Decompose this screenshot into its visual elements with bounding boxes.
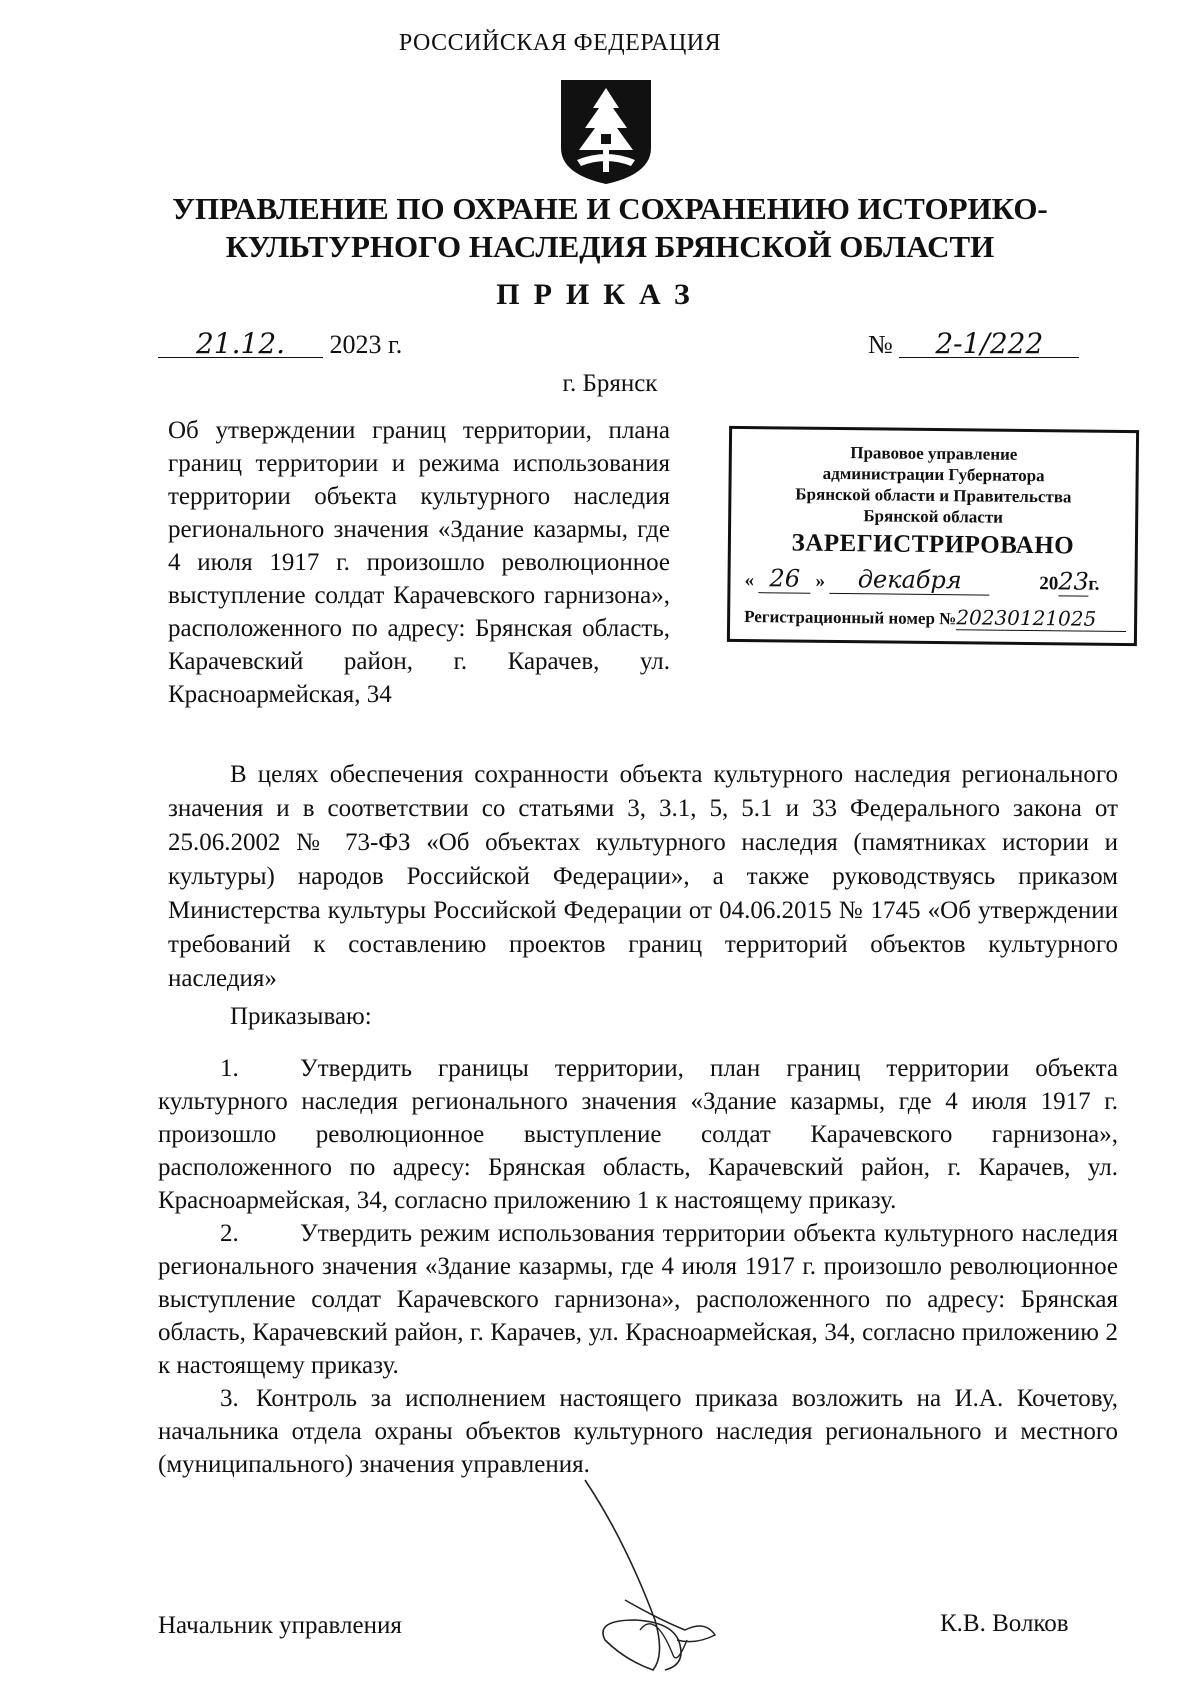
handwritten-date: 21.12.	[158, 331, 323, 358]
organization-title-line1: УПРАВЛЕНИЕ ПО ОХРАНЕ И СОХРАНЕНИЮ ИСТОРИКО-	[172, 191, 1048, 226]
stamp-line: Правовое управление	[850, 443, 1018, 464]
stamp-line: администрации Губернатора	[822, 463, 1045, 486]
order-item-text: Утвердить границы территории, план границ территории объекта культурного наследия регионального значения «Здание казармы, где 4 июля 1917 г. произошло революционное выступление солдат Карачевского гарнизона», расположенного по адресу: Брянская область, Карачевский район, г. Карачев, ул. Красноармейская, 34, согласно приложению 1 к настоящему приказу.	[158, 1055, 1118, 1214]
country-heading: РОССИЙСКАЯ ФЕДЕРАЦИЯ	[398, 30, 722, 56]
handwritten-number: 2-1/222	[899, 331, 1079, 358]
document-date	[158, 327, 403, 360]
stamp-open-quote: «	[744, 570, 755, 592]
document-number	[868, 327, 1079, 360]
stamp-year: 23	[1058, 567, 1089, 596]
stamp-line: Брянской области	[863, 506, 1004, 527]
stamp-year-suffix: г.	[1088, 573, 1100, 595]
handwritten-signature	[565, 1470, 735, 1685]
stamp-date	[744, 564, 1129, 597]
order-item-number: 1.	[220, 1055, 239, 1082]
stamp-year-prefix: 20	[1039, 573, 1059, 595]
coat-of-arms-icon	[557, 78, 655, 186]
preamble-paragraph: В целях обеспечения сохранности объекта культурного наследия регионального значения и в соответствии со статьями 3, 3.1, 5, 5.1 и 33 Федерального закона от 25.06.2002 № 73-ФЗ «Об объектах культурного наследия (памятниках истории и культуры) народов Российской Федерации», а также руководствуясь приказом Министерства культуры Российской Федерации от 04.06.2015 № 1745 «Об утверждении требований к составлению проектов границ территорий объектов культурного наследия»	[168, 761, 1118, 992]
order-item-number: 3.	[220, 1385, 239, 1412]
order-item	[158, 1382, 1118, 1481]
signatory-position: Начальник управления	[158, 1612, 402, 1639]
order-word: Приказываю:	[230, 1003, 372, 1030]
number-sign: №	[868, 330, 893, 359]
stamp-regnum-label: Регистрационный номер №	[744, 607, 957, 629]
order-item-text: Контроль за исполнением настоящего приказа возложить на И.А. Кочетову, начальника отдела охраны объектов культурного наследия регионального и местного (муниципального) значения управления.	[158, 1385, 1118, 1478]
stamp-close-quote: »	[815, 570, 826, 592]
document-subject: Об утверждении границ территории, плана границ территории и режима использования территории объекта культурного наследия регионального значения «Здание казармы, где 4 июля 1917 г. произошло революционное выступление солдат Карачевского гарнизона», расположенного по адресу: Брянская область, Карачевский район, г. Карачев, ул. Красноармейская, 34	[168, 417, 670, 708]
stamp-registered-label: ЗАРЕГИСТРИРОВАНО	[791, 529, 1075, 560]
stamp-line: Брянской области и Правительства	[795, 484, 1072, 507]
order-item-text: Утвердить режим использования территории объекта культурного наследия регионального значения «Здание казармы, где 4 июля 1917 г. произошло революционное выступление солдат Карачевского гарнизона», расположенного по адресу: Брянская область, Карачевский район, г. Карачев, ул. Красноармейская, 34, согласно приложению 2 к настоящему приказу.	[158, 1220, 1118, 1379]
stamp-month: декабря	[830, 565, 990, 596]
stamp-day: 26	[759, 564, 811, 594]
document-type-heading: ПРИКАЗ	[496, 278, 704, 311]
signatory-name: К.В. Волков	[940, 1610, 1069, 1637]
organization-title-line2: КУЛЬТУРНОГО НАСЛЕДИЯ БРЯНСКОЙ ОБЛАСТИ	[225, 229, 995, 264]
order-item-number: 2.	[220, 1220, 239, 1247]
order-item	[158, 1052, 1118, 1217]
order-items	[158, 1052, 1118, 1481]
order-item	[158, 1217, 1118, 1382]
document-city: г. Брянск	[562, 370, 658, 397]
document-year: 2023 г.	[329, 330, 403, 359]
stamp-regnum-value: 20230121025	[956, 605, 1126, 632]
stamp-authority	[731, 441, 1136, 529]
organization-title	[150, 190, 1070, 266]
stamp-registration-number	[744, 603, 1136, 632]
registration-stamp	[727, 426, 1139, 646]
